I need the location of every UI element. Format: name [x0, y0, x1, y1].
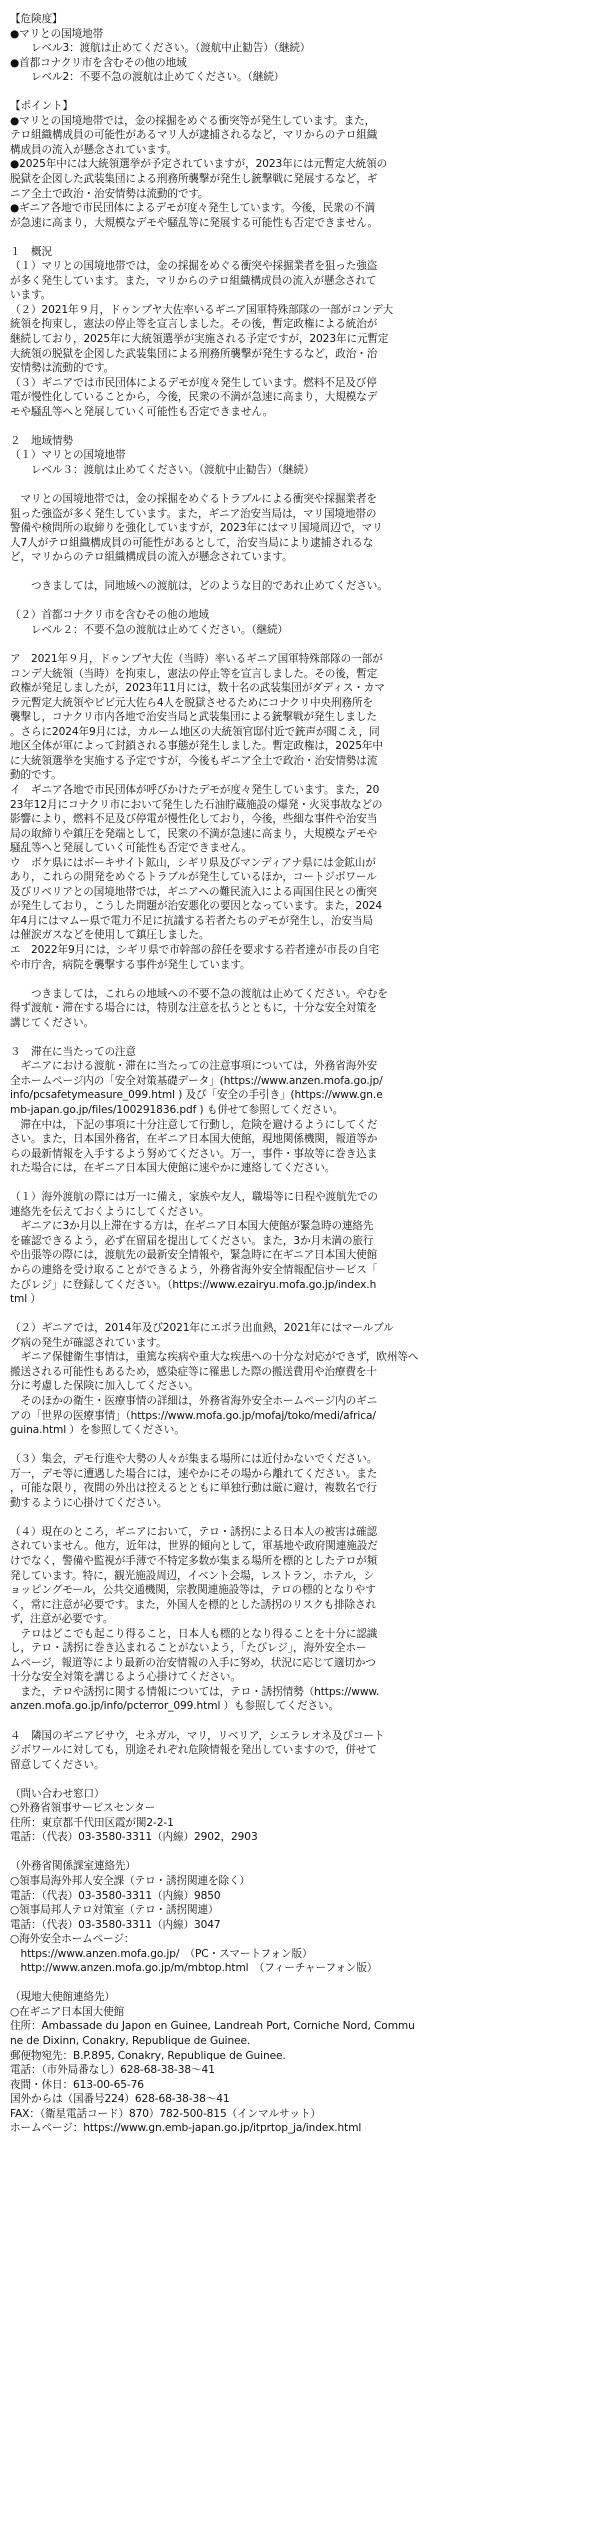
document-line: ●2025年中には大統領選挙が予定されていますが，2023年には元暫定大統領の	[10, 158, 388, 171]
document-line: （３）ギニアでは市民団体によるデモが度々発生しています。燃料不足及び停	[10, 376, 377, 389]
document-line: ○領事局邦人テロ対策室（テロ・誘拐関連）	[10, 1904, 219, 1917]
document-line: 発しています。特に，観光施設周辺，イベント会場，レストラン，ホテル，シ	[10, 1569, 374, 1582]
document-line: ○外務省領事サービスセンター	[10, 1802, 156, 1815]
document-line: ●ギニア各地で市民団体によるデモが度々発生しています。今後，民衆の不満	[10, 202, 376, 215]
blank-line	[10, 1307, 604, 1322]
document-line: ne de Dixinn, Conakry, Republique de Guinee.	[10, 2035, 251, 2048]
blank-line	[10, 638, 604, 653]
document-line: ●首都コナクリ市を含むその他の地域	[10, 56, 187, 69]
document-line: ラ元暫定大統領やピビ元大佐ら4人を脱獄させるためにコナクリ中央刑務所を	[10, 696, 374, 709]
document-line: れた場合には，在ギニア日本国大使館に速やかに連絡してください。	[10, 1162, 336, 1175]
document-line: イ ギニア各地で市民団体が呼びかけたデモが度々発生しています。また，20	[10, 783, 380, 796]
document-line: （４）現在のところ，ギニアにおいて，テロ・誘拐による日本人の被害は確認	[10, 1525, 378, 1538]
document-line: ず，注意が必要です。	[10, 1613, 114, 1626]
document-line: 継続しており，2025年に大統領選挙が実施される予定ですが，2023年に元暫定	[10, 333, 389, 346]
document-line: anzen.mofa.go.jp/info/pcterror_099.html ）も参照してください。	[10, 1700, 339, 1713]
document-line: 警備や検問所の取締りを強化していますが，2023年にはマリ国境周辺で，マリ	[10, 522, 383, 535]
document-line: （１）海外渡航の際には万一に備え，家族や友人，職場等に日程や渡航先での	[10, 1191, 378, 1204]
document-line: 搬送される可能性もあるため，感染症等に罹患した際の搬送費用や治療費を十	[10, 1365, 377, 1378]
document-line: テロ組織構成員の可能性があるマリ人が逮捕されるなど，マリからのテロ組織	[10, 129, 378, 142]
document-line: 電が慢性化していることから，今後，民衆の不満が急速に高まり，大規模なデ	[10, 391, 378, 404]
document-line: 地区全体が軍によって封鎖される事態が発生しました。暫定政権は，2025年中	[10, 740, 383, 753]
document-line: 【ポイント】	[10, 100, 73, 113]
document-line: http://www.anzen.mofa.go.jp/m/mbtop.html （フィーチャーフォン版）	[10, 1962, 378, 1975]
document-line: 十分な安全対策を講じるよう心掛けてください。	[10, 1671, 241, 1684]
document-line: らの最新情報を入手するよう努めてください。万一，事件・事故等に巻き込ま	[10, 1147, 378, 1160]
document-line: アの「世界の医療事情」（https://www.mofa.go.jp/mofaj/toko/medi/africa/	[10, 1409, 376, 1422]
document-line: 連絡先を伝えておくようにしてください。	[10, 1205, 210, 1218]
document-line: 留意してください。	[10, 1758, 105, 1771]
blank-line	[10, 1976, 604, 1991]
document-line: けでなく，警備や監視が手薄で不特定多数が集まる場所を標的としたテロが頻	[10, 1554, 378, 1567]
document-line: 局の取締りや鎮圧を発端として，民衆の不満が急速に高まり，大規模なデモや	[10, 827, 378, 840]
document-line: 住所：Ambassade du Japon en Guinee, Landreah Port, Corniche Nord, Commu	[10, 2020, 415, 2033]
blank-line	[10, 1030, 604, 1045]
document-line: います。	[10, 289, 52, 302]
blank-line	[10, 419, 604, 434]
document-line: からの連絡を受け取ることができるよう，外務省海外安全情報配信サービス「	[10, 1264, 378, 1277]
document-line: に大統領選挙を実施する予定ですが，今後もギニア全土で政治・治安情勢は流	[10, 754, 378, 767]
document-line: つきましては，同地域への渡航は，どのような目的であれ止めてください。	[10, 580, 388, 593]
document-line: 電話：（代表）03-3580-3311（内線）3047	[10, 1918, 221, 1931]
document-line: ど，マリからのテロ組織構成員の流入が懸念されています。	[10, 551, 293, 564]
document-line: あり，これらの開発をめぐるトラブルが発生しているほか，コートジボワール	[10, 871, 377, 884]
blank-line	[10, 594, 604, 609]
document-line: レベル２：不要不急の渡航は止めてください。（継続）	[10, 623, 289, 636]
document-line: そのほかの衛生・医療事情の詳細は，外務省海外安全ホームページ内のギニ	[10, 1394, 378, 1407]
document-line: 電話：（代表）03-3580-3311（内線）9850	[10, 1889, 221, 1902]
blank-line	[10, 230, 604, 245]
blank-line	[10, 565, 604, 580]
document-line: 動的です。	[10, 769, 62, 782]
document-line: 電話：（代表）03-3580-3311（内線）2902，2903	[10, 1831, 258, 1844]
document-line: 動するように心掛けてください。	[10, 1496, 168, 1509]
document-line: は催涙ガスなどを使用して鎮圧しました。	[10, 929, 210, 942]
document-line: く，常に注意が必要です。また，外国人を標的とした誘拐のリスクも排除され	[10, 1598, 377, 1611]
document-line: レベル3：渡航は止めてください。（渡航中止勧告）（継続）	[10, 42, 311, 55]
document-line: （外務省関係課室連絡先）	[10, 1860, 136, 1873]
document-line: し，テロ・誘拐に巻き込まれることがないよう，「たびレジ」，海外安全ホー	[10, 1642, 367, 1655]
document-line: 狙った強盗が多く発生しています。また，ギニア治安当局は，マリ国境地帯の	[10, 507, 377, 520]
document-line: FAX：（衛星電話コード）870）782-500-815（インマルサット）	[10, 2107, 321, 2120]
document-line: モや騒乱等へと発展していく可能性も否定できません。	[10, 405, 273, 418]
document-line: さい。また，日本国外務省，在ギニア日本国大使館，現地関係機関，報道等か	[10, 1133, 378, 1146]
document-line: また，テロや誘拐に関する情報については，テロ・誘拐情勢（https://www.	[10, 1685, 380, 1698]
document-line: info/pcsafetymeasure_099.html ) 及び「安全の手引き」(https://www.gn.e	[10, 1089, 383, 1102]
document-line: が急速に高まり，大規模なデモや騒乱等に発展する可能性も否定できません。	[10, 216, 378, 229]
document-line: （３）集会，デモ行進や大勢の人々が集まる場所には近付かないでください。	[10, 1453, 378, 1466]
document-line: （現地大使館連絡先）	[10, 1991, 115, 2004]
document-line: グ病の発生が確認されています。	[10, 1336, 167, 1349]
blank-line	[10, 1772, 604, 1787]
document-line: ョッピングモール，公共交通機関，宗教関連施設等は，テロの標的となりやす	[10, 1584, 376, 1597]
document-line: ○海外安全ホームページ：	[10, 1933, 135, 1946]
document-line: 政権が発足しましたが，2023年11月には，数十名の武装集団がダディス・カマ	[10, 682, 385, 695]
document-line: 安情勢は流動的です。	[10, 362, 115, 375]
blank-line	[10, 972, 604, 987]
document-line: ○在ギニア日本国大使館	[10, 2005, 125, 2018]
document-line: 影響により，燃料不足及び停電が慢性化しており，今後，些細な事件や治安当	[10, 813, 378, 826]
document-line: レベル３：渡航は止めてください。（渡航中止勧告）（継続）	[10, 463, 315, 476]
blank-line	[10, 85, 604, 100]
document-line: 及びリベリアとの国境地帯では，ギニアへの難民流入による両国住民との衝突	[10, 885, 377, 898]
document-line: ニア全土で政治・治安情勢は流動的です。	[10, 187, 209, 200]
document-line: （１）マリとの国境地帯では，金の採掘をめぐる衝突や採掘業者を狙った強盗	[10, 260, 378, 273]
document-line: コンデ大統領（当時）を拘束し，憲法の停止等を宣言しました。その後，暫定	[10, 667, 378, 680]
document-line: https://www.anzen.mofa.go.jp/ （PC・スマートフォン版）	[10, 1947, 313, 1960]
document-line: を確認できるよう，必ず在留届を提出してください。また，3か月未満の旅行	[10, 1234, 374, 1247]
document-line: 脱獄を企図した武装集団による刑務所襲撃が発生し銃撃戦に発展するなど，ギ	[10, 173, 378, 186]
document-line: 電話：（市外局番なし）628-68-38-38～41	[10, 2064, 215, 2077]
blank-line	[10, 1510, 604, 1525]
document-line: 23年12月にコナクリ市において発生した石油貯蔵施設の爆発・火災事故などの	[10, 798, 383, 811]
document-line: （２）ギニアでは，2014年及び2021年にエボラ出血熱，2021年にはマールブル	[10, 1322, 394, 1335]
document-line: が多く発生しています。また，マリからのテロ組織構成員の流入が懸念されて	[10, 274, 377, 287]
document-line: つきましては，これらの地域への不要不急の渡航は止めてください。やむを	[10, 987, 388, 1000]
document-line: ギニア保健衛生事情は，重篤な疾病や重大な疾患への十分な対応ができず，欧州等へ	[10, 1351, 419, 1364]
document-line: （１）マリとの国境地帯	[10, 449, 126, 462]
document-line: ア 2021年９月，ドゥンブヤ大佐（当時）率いるギニア国軍特殊部隊の一部が	[10, 653, 383, 666]
document-line: ，可能な限り，夜間の外出は控えるとともに単独行動は厳に避け，複数名で行	[10, 1482, 377, 1495]
document-line: ジボワールに対しても，別途それぞれ危険情報を発出していますので，併せて	[10, 1744, 377, 1757]
document-line: 人7人がテロ組織構成員の可能性があるとして，治安当局により逮捕されるな	[10, 536, 374, 549]
document-line: ３ 滞在に当たっての注意	[10, 1045, 136, 1058]
document-line: ギニアにおける渡航・滞在に当たっての注意事項については，外務省海外安	[10, 1060, 378, 1073]
document-line: エ 2022年9月には，シギリ県で市幹部の辞任を要求する若者達が市長の自宅	[10, 944, 379, 956]
document-line: 。さらに2024年9月には，カルーム地区の大統領官邸付近で銃声が聞こえ，同	[10, 725, 380, 738]
document-line: ウ ボケ県にはボーキサイト鉱山，シギリ県及びマンディアナ県には金鉱山が	[10, 856, 376, 869]
document-line: 万一，デモ等に遭遇した場合には，速やかにその場から離れてください。また	[10, 1467, 378, 1480]
blank-line	[10, 1714, 604, 1729]
document-line: が発生しており，こうした問題が治安悪化の要因となっています。また，2024	[10, 900, 383, 913]
blank-line	[10, 478, 604, 493]
document-line: 郵便物宛先：B.P.895, Conakry, Republique de Guinee.	[10, 2049, 286, 2062]
document-line: 襲撃し，コナクリ市内各地で治安当局と武装集団による銃撃戦が発生しました	[10, 711, 377, 724]
document-line: ２ 地域情勢	[10, 434, 73, 447]
document-line: 全ホームページ内の「安全対策基礎データ」(https://www.anzen.mofa.go.jp/	[10, 1074, 383, 1087]
document-line: 年4月にはマムー県で電力不足に抗議する若者たちのデモが発生し，治安当局	[10, 914, 373, 927]
document-line: 国外からは（国番号224）628-68-38-38～41	[10, 2093, 230, 2106]
document-line: （２）2021年９月，ドゥンブヤ大佐率いるギニア国軍特殊部隊の一部がコンデ大	[10, 303, 394, 316]
document-line: 講じてください。	[10, 1016, 94, 1029]
document-line: や市庁舎，病院を襲撃する事件が発生しています。	[10, 958, 251, 971]
document-line: 騒乱等へと発展していく可能性も否定できません。	[10, 842, 252, 855]
document-line: 分に考慮した保険に加入してください。	[10, 1380, 199, 1393]
document-line: ギニアに3か月以上滞在する方は，在ギニア日本国大使館が緊急時の連絡先	[10, 1220, 374, 1233]
document-line: 構成員の流入が懸念されています。	[10, 143, 178, 156]
document-line: ムページ，報道等により最新の治安情報の入手に努め，状況に応じて適切かつ	[10, 1656, 376, 1669]
document-line: guina.html ）を参照してください。	[10, 1424, 185, 1437]
document-line: 【危険度】	[10, 13, 63, 25]
document-line: ○領事局海外邦人安全課（テロ・誘拐関連を除く）	[10, 1875, 251, 1887]
document-line: ●マリとの国境地帯	[10, 27, 104, 40]
document-line: 夜間・休日：613-00-65-76	[10, 2078, 144, 2091]
document-line: 滞在中は，下記の事項に十分注意して行動し，危険を避けるようにしてくだ	[10, 1118, 378, 1131]
document-line: 住所：東京都千代田区霞が関2-2-1	[10, 1816, 174, 1829]
document-line: マリとの国境地帯では，金の採掘をめぐるトラブルによる衝突や採掘業者を	[10, 493, 377, 506]
document-line: （問い合わせ窓口）	[10, 1787, 105, 1800]
document-line: されていません。他方，近年は，世界的傾向として，軍基地や政府関連施設だ	[10, 1540, 378, 1553]
document-line: （２）首都コナクリ市を含むその他の地域	[10, 609, 209, 622]
document-line: テロはどこでも起こり得ること，日本人も標的となり得ることを十分に認識	[10, 1627, 378, 1640]
document-line: 統領を拘束し，憲法の停止等を宣言しました。その後，暫定政権による統治が	[10, 318, 378, 331]
document-line: ４ 隣国のギニアビサウ，セネガル，マリ，リベリア，シエラレオネ及びコート	[10, 1729, 385, 1742]
document-line: レベル2：不要不急の渡航は止めてください。（継続）	[10, 71, 285, 84]
document-line: tml ）	[10, 1293, 41, 1306]
document-line: 得ず渡航・滞在する場合には，特別な注意を払うとともに，十分な安全対策を	[10, 1002, 378, 1015]
blank-line	[10, 1438, 604, 1453]
document-line: ●マリとの国境地帯では，金の採掘をめぐる衝突等が発生しています。また，	[10, 114, 376, 127]
document-line: 大統領の脱獄を企図した武装集団による刑務所襲撃が発生するなど，政治・治	[10, 347, 378, 360]
document-line: たびレジ」に登録してください。（https://www.ezairyu.mofa.go.jp/index.h	[10, 1278, 377, 1291]
blank-line	[10, 1176, 604, 1191]
document-line: ホームページ：https://www.gn.emb-japan.go.jp/itprtop_ja/index.html	[10, 2122, 362, 2135]
document-line: mb-japan.go.jp/files/100291836.pdf ) も併せて参照してください。	[10, 1104, 344, 1117]
blank-line	[10, 1845, 604, 1860]
document-line: や出張等の際には，渡航先の最新安全情報や，緊急時に在ギニア日本国大使館	[10, 1249, 378, 1262]
document-line: １ 概況	[10, 245, 52, 258]
